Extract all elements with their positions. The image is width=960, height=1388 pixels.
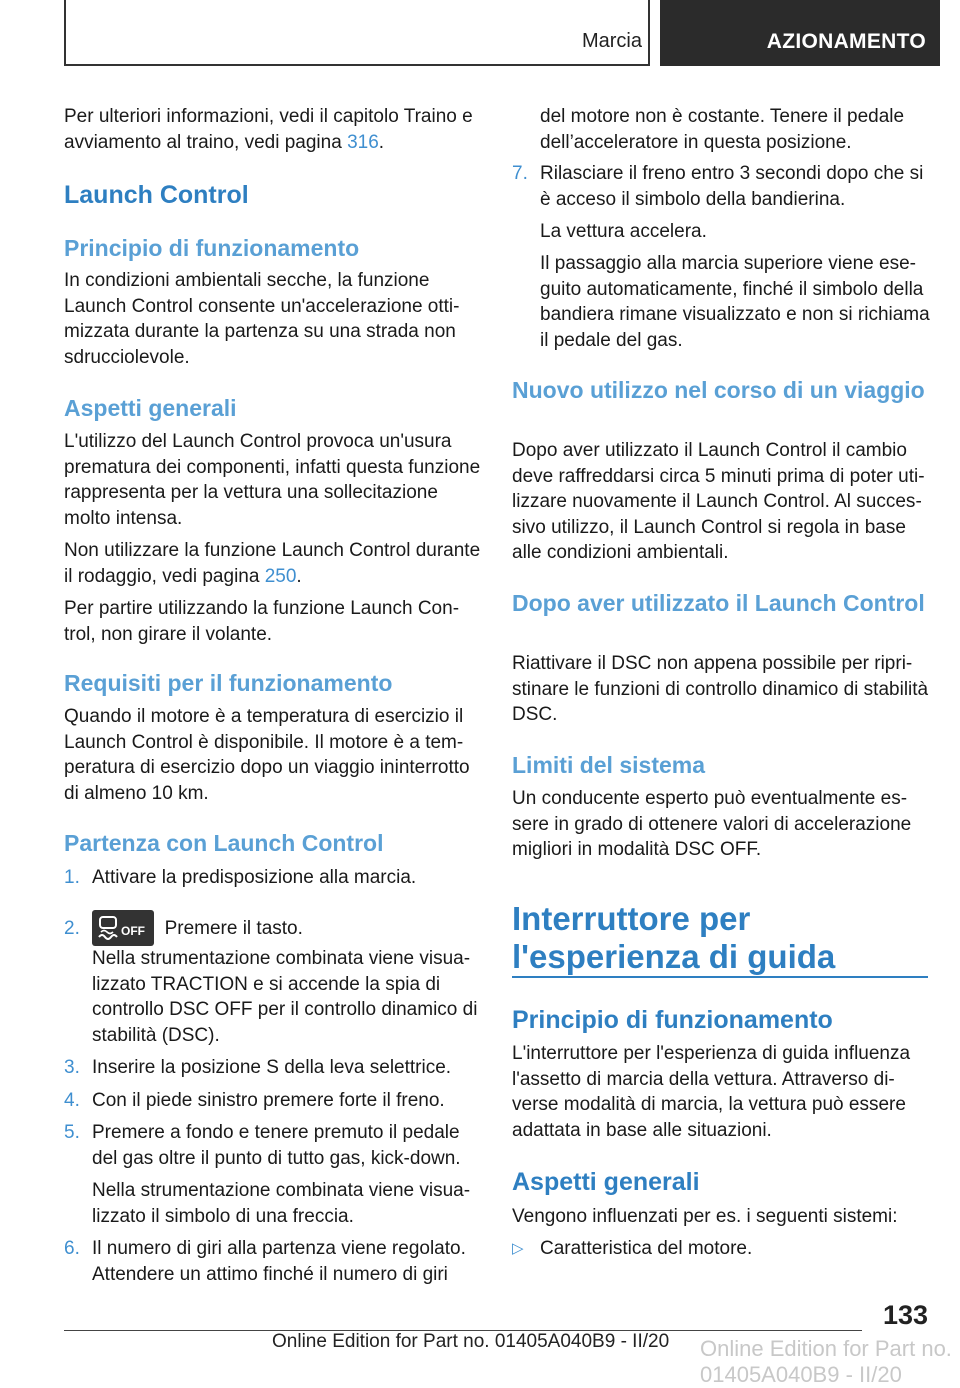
page-link-316[interactable]: 316 xyxy=(347,131,379,153)
heading-dopo: Dopo aver utilizzato il Launch Control xyxy=(512,590,925,616)
bullet-item: ▷ Caratteristica del motore. xyxy=(512,1236,932,1262)
heading-requisiti: Requisiti per il funzionamento xyxy=(64,670,393,696)
header-chapter: AZIONAMENTO xyxy=(766,30,926,53)
step-7-sub1: La vettura accelera. xyxy=(540,221,707,242)
bullet-triangle-icon: ▷ xyxy=(512,1240,524,1257)
step-6-cont: del motore non è costante. Tenere il pedale dell’acceleratore in questa posizione. xyxy=(540,106,905,153)
step-5: 5. Premere a fondo e tenere premuto il pedale del gas oltre il punto di tutto gas, kick-down. xyxy=(64,1122,461,1169)
footer-watermark: Online Edition for Part no. 01405A040B9 - II/20 xyxy=(700,1336,952,1387)
page-link-250[interactable]: 250 xyxy=(264,565,297,587)
step-2: 2. OFF Premere il tasto. xyxy=(64,916,484,946)
step-5-sub: Nella strumentazione combinata viene visualizzato il simbolo di una freccia. xyxy=(92,1180,471,1227)
dsc-off-button-icon: OFF xyxy=(92,910,154,946)
heading-partenza: Partenza con Launch Control xyxy=(64,830,384,856)
aspetti-p3: Per partire utilizzando la funzione Launch Control, non girare il volante. xyxy=(64,598,460,645)
limiti-text: Un conducente esperto può eventualmente essere in grado di ottenere valori di accelerazione migliori in modalità DSC OFF. xyxy=(512,788,912,860)
heading-rule xyxy=(512,976,928,978)
principio-2-text: L'interruttore per l'esperienza di guida influenza l'assetto di marcia della vettura. Attraverso diverse modalità di marcia, la vettura può essere adattata in base alle situazioni. xyxy=(512,1043,911,1141)
header-section: Marcia xyxy=(581,30,642,52)
principio-text: In condizioni ambientali secche, la funzione Launch Control consente un'accelerazione ottimizzata durante la partenza su una strada non sdrucciolevole. xyxy=(64,270,460,368)
heading-principio: Principio di funzionamento xyxy=(64,235,360,261)
header-right-border xyxy=(648,0,650,66)
header-underline xyxy=(66,64,650,66)
nuovo-text: Dopo aver utilizzato il Launch Control il cambio deve raffreddarsi circa 5 minuti prima di poter utilizzare nuovamente il Launch Control. Al successivo utilizzo, il Launch Control si regola in base alle condizioni ambientali. xyxy=(512,440,925,563)
aspetti-p1: L'utilizzo del Launch Control provoca un'usura prematura dei componenti, infatti questa funzione rappresenta per la vettura una sollecitazione molto intensa. xyxy=(64,431,481,529)
header-chapter-box xyxy=(660,0,940,66)
step-7: 7. Rilasciare il freno entro 3 secondi dopo che si è acceso il simbolo della bandierina. xyxy=(512,163,924,210)
heading-launch-control: Launch Control xyxy=(64,181,249,209)
aspetti-p2: Non utilizzare la funzione Launch Control durante il rodaggio, vedi pagina 250. xyxy=(64,540,481,587)
heading-aspetti: Aspetti generali xyxy=(64,395,237,421)
heading-limiti: Limiti del sistema xyxy=(512,752,706,778)
page-number: 133 xyxy=(882,1300,928,1330)
heading-nuovo-utilizzo: Nuovo utilizzo nel corso di un viaggio xyxy=(512,377,925,403)
aspetti-2-text: Vengono influenzati per es. i seguenti sistemi: xyxy=(512,1206,898,1227)
step-1: 1. Attivare la predisposizione alla marcia. xyxy=(64,867,417,888)
heading-principio-2: Principio di funzionamento xyxy=(512,1006,833,1034)
step-2-sub: Nella strumentazione combinata viene visualizzato TRACTION e si accende la spia di controllo DSC OFF per il controllo dinamico di stabilità (DSC). xyxy=(92,948,478,1046)
header-left-border xyxy=(64,0,66,66)
footer-edition: Online Edition for Part no. 01405A040B9 - II/20 xyxy=(272,1331,670,1352)
step-4: 4. Con il piede sinistro premere forte il freno. xyxy=(64,1090,445,1111)
intro-paragraph: Per ulteriori informazioni, vedi il capitolo Traino e avviamento al traino, vedi pagina 316. xyxy=(64,106,473,153)
requisiti-text: Quando il motore è a temperatura di esercizio il Launch Control è disponibile. Il motore è a temperatura di esercizio dopo un viaggio ininterrotto di almeno 10 km. xyxy=(64,706,470,804)
step-7-sub2: Il passaggio alla marcia superiore viene eseguito automaticamente, finché il simbolo della bandiera rimane visualizzato e non si richiama il pedale del gas. xyxy=(540,253,930,351)
step-3: 3. Inserire la posizione S della leva selettrice. xyxy=(64,1057,452,1078)
heading-aspetti-2: Aspetti generali xyxy=(512,1168,700,1196)
dopo-text: Riattivare il DSC non appena possibile per ripristinare le funzioni di controllo dinamico di stabilità DSC. xyxy=(512,653,929,725)
step-6: 6. Il numero di giri alla partenza viene regolato. Attendere un attimo finché il numero di giri xyxy=(64,1238,466,1285)
heading-interruttore: Interruttore per l'esperienza di guida xyxy=(512,900,836,975)
